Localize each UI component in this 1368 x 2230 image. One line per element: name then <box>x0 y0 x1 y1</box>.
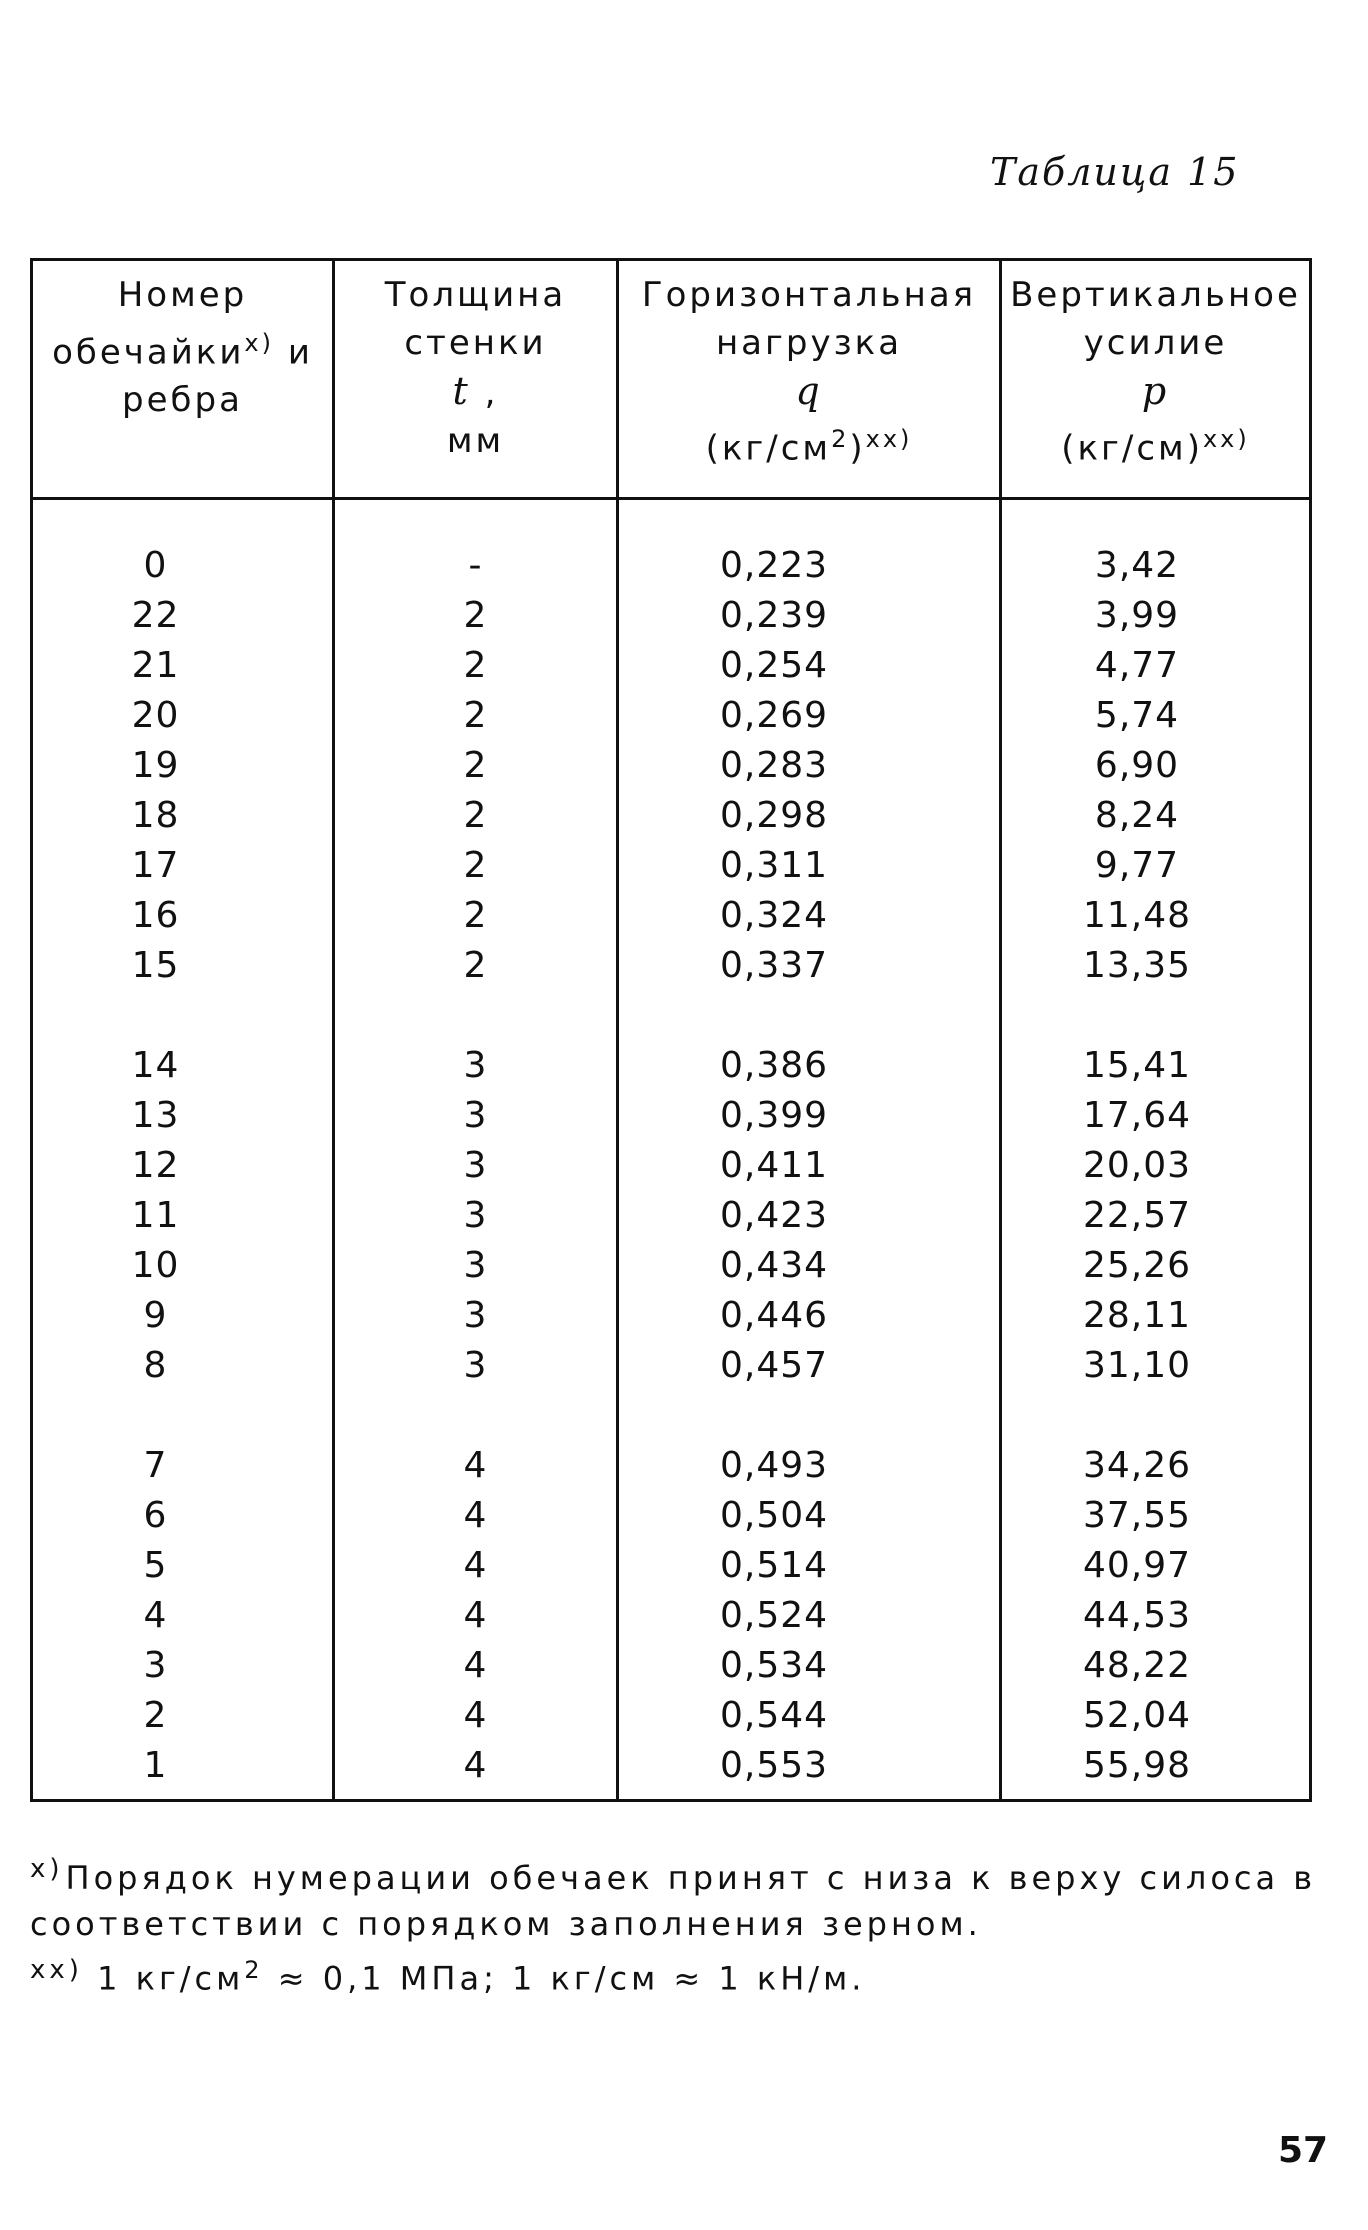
header-thickness-line3 <box>335 367 616 417</box>
group-spacer <box>33 991 278 1041</box>
cell-vertical-force: 22,57 <box>1082 1195 1192 1236</box>
cell-horizontal-load: 0,269 <box>719 695 829 736</box>
cell-vertical-force: 44,53 <box>1082 1595 1192 1636</box>
cell-horizontal-load: 0,446 <box>719 1295 829 1336</box>
cell-vertical-force: 25,26 <box>1082 1245 1192 1286</box>
cell-vertical-force: 3,99 <box>1094 595 1180 636</box>
cell-thickness: 3 <box>463 1145 488 1186</box>
footnotes <box>30 1846 1320 2001</box>
header-number <box>33 261 332 507</box>
footnote-2-text: 1 кг/см <box>97 1959 245 1998</box>
cell-horizontal-load: 0,283 <box>719 745 829 786</box>
cell-vertical-force: 9,77 <box>1094 845 1180 886</box>
cell-number: 11 <box>131 1195 180 1236</box>
cell-horizontal-load: 0,423 <box>719 1195 829 1236</box>
cell-vertical-force: 11,48 <box>1082 895 1192 936</box>
header-thickness-line2: стенки <box>404 323 547 363</box>
header-hload-line1: Горизонтальная <box>641 275 977 315</box>
column-number <box>33 541 278 1791</box>
group-spacer <box>1002 1391 1272 1441</box>
header-thickness-comma: , <box>484 373 499 413</box>
cell-thickness: 2 <box>463 945 488 986</box>
cell-horizontal-load: 0,311 <box>719 845 829 886</box>
header-number-and: и <box>287 332 313 373</box>
cell-horizontal-load: 0,411 <box>719 1145 829 1186</box>
symbol-t: t <box>452 369 471 413</box>
page-number: 57 <box>1278 2130 1329 2171</box>
cell-vertical-force: 20,03 <box>1082 1145 1192 1186</box>
cell-horizontal-load: 0,524 <box>719 1595 829 1636</box>
cell-vertical-force: 55,98 <box>1082 1745 1192 1786</box>
header-vforce-unit <box>1002 415 1309 472</box>
cell-number: 20 <box>131 695 180 736</box>
unit-close: ) <box>849 428 866 469</box>
column-vertical-force <box>1002 541 1272 1791</box>
cell-thickness: 4 <box>463 1445 488 1486</box>
cell-horizontal-load: 0,534 <box>719 1645 829 1686</box>
cell-horizontal-load: 0,223 <box>719 545 829 586</box>
header-vforce-line2: усилие <box>1083 323 1228 363</box>
column-horizontal-load <box>619 541 929 1791</box>
cell-number: 7 <box>143 1445 168 1486</box>
cell-horizontal-load: 0,434 <box>719 1245 829 1286</box>
unit-exponent: 2 <box>831 425 850 453</box>
cell-vertical-force: 31,10 <box>1082 1345 1192 1386</box>
unit-text: (кг/см <box>705 428 832 469</box>
cell-thickness: 4 <box>463 1495 488 1536</box>
cell-thickness: 3 <box>463 1295 488 1336</box>
cell-number: 9 <box>143 1295 168 1336</box>
footnote-2 <box>30 1947 1320 2002</box>
header-horizontal-load <box>619 261 999 507</box>
cell-horizontal-load: 0,544 <box>719 1695 829 1736</box>
cell-vertical-force: 13,35 <box>1082 945 1192 986</box>
cell-vertical-force: 15,41 <box>1082 1045 1192 1086</box>
group-spacer <box>335 991 616 1041</box>
cell-thickness: 4 <box>463 1645 488 1686</box>
footnote-2-text-rest: ≈ 0,1 МПа; 1 кг/см ≈ 1 кН/м. <box>263 1959 866 1998</box>
header-thickness-line1: Толщина <box>384 275 567 315</box>
cell-horizontal-load: 0,254 <box>719 645 829 686</box>
header-number-line3: ребра <box>122 380 243 421</box>
header-thickness <box>335 261 616 507</box>
table-caption: Таблица 15 <box>990 150 1240 194</box>
cell-number: 16 <box>131 895 180 936</box>
header-number-word: обечайки <box>52 332 245 373</box>
cell-number: 10 <box>131 1245 180 1286</box>
cell-thickness: 2 <box>463 745 488 786</box>
group-spacer <box>33 1391 278 1441</box>
footnote-2-exponent: 2 <box>244 1955 264 1984</box>
header-vforce-line1: Вертикальное <box>1010 275 1301 315</box>
footnote-2-mark: xx) <box>30 1954 83 1985</box>
cell-number: 22 <box>131 595 180 636</box>
header-number-line1: Номер <box>117 275 248 315</box>
unit-text: (кг/см) <box>1061 428 1203 469</box>
cell-horizontal-load: 0,493 <box>719 1445 829 1486</box>
cell-number: 1 <box>143 1745 168 1786</box>
cell-number: 3 <box>143 1645 168 1686</box>
cell-number: 6 <box>143 1495 168 1536</box>
cell-horizontal-load: 0,457 <box>719 1345 829 1386</box>
header-hload-line2: нагрузка <box>715 323 903 363</box>
cell-number: 8 <box>143 1345 168 1386</box>
header-hload-unit <box>619 415 999 472</box>
cell-thickness: 4 <box>463 1745 488 1786</box>
cell-vertical-force: 5,74 <box>1094 695 1180 736</box>
cell-thickness: 4 <box>463 1545 488 1586</box>
cell-vertical-force: 40,97 <box>1082 1545 1192 1586</box>
cell-thickness: 2 <box>463 795 488 836</box>
cell-vertical-force: 8,24 <box>1094 795 1180 836</box>
cell-thickness: 3 <box>463 1345 488 1386</box>
cell-number: 2 <box>143 1695 168 1736</box>
cell-number: 12 <box>131 1145 180 1186</box>
cell-thickness: 2 <box>463 845 488 886</box>
cell-vertical-force: 34,26 <box>1082 1445 1192 1486</box>
cell-thickness: 2 <box>463 895 488 936</box>
cell-number: 0 <box>143 545 168 586</box>
cell-horizontal-load: 0,324 <box>719 895 829 936</box>
symbol-p: p <box>1141 369 1170 413</box>
cell-thickness: 3 <box>463 1195 488 1236</box>
cell-horizontal-load: 0,337 <box>719 945 829 986</box>
cell-horizontal-load: 0,298 <box>719 795 829 836</box>
cell-number: 13 <box>131 1095 180 1136</box>
group-spacer <box>335 1391 616 1441</box>
cell-number: 21 <box>131 645 180 686</box>
cell-thickness: 3 <box>463 1245 488 1286</box>
data-table <box>30 258 1312 1802</box>
header-number-line2 <box>33 319 332 376</box>
cell-vertical-force: 6,90 <box>1094 745 1180 786</box>
cell-horizontal-load: 0,399 <box>719 1095 829 1136</box>
cell-vertical-force: 28,11 <box>1082 1295 1192 1336</box>
cell-horizontal-load: 0,504 <box>719 1495 829 1536</box>
cell-vertical-force: 37,55 <box>1082 1495 1192 1536</box>
cell-thickness: 2 <box>463 595 488 636</box>
header-thickness-unit: мм <box>446 421 505 461</box>
group-spacer <box>619 991 929 1041</box>
footnote-ref-xx: xx) <box>865 425 913 453</box>
cell-vertical-force: 48,22 <box>1082 1645 1192 1686</box>
cell-thickness: - <box>468 545 483 586</box>
cell-thickness: 3 <box>463 1095 488 1136</box>
symbol-q: q <box>795 369 823 413</box>
cell-vertical-force: 52,04 <box>1082 1695 1192 1736</box>
cell-thickness: 2 <box>463 695 488 736</box>
column-thickness <box>335 541 616 1791</box>
cell-vertical-force: 3,42 <box>1094 545 1180 586</box>
cell-number: 5 <box>143 1545 168 1586</box>
footnote-ref-x: x) <box>244 329 274 357</box>
cell-thickness: 2 <box>463 645 488 686</box>
footnote-1-mark: x) <box>30 1854 64 1884</box>
cell-horizontal-load: 0,514 <box>719 1545 829 1586</box>
cell-horizontal-load: 0,386 <box>719 1045 829 1086</box>
cell-number: 19 <box>131 745 180 786</box>
footnote-ref-xx: xx) <box>1202 425 1250 453</box>
group-spacer <box>1002 991 1272 1041</box>
group-spacer <box>619 1391 929 1441</box>
header-vertical-force <box>1002 261 1309 507</box>
cell-number: 15 <box>131 945 180 986</box>
footnote-1 <box>30 1846 1320 1947</box>
footnote-1-text: Порядок нумерации обечаек принят с низа к верху силоса в соответствии с порядком заполнения зерном. <box>30 1858 1317 1943</box>
cell-number: 14 <box>131 1045 180 1086</box>
cell-vertical-force: 4,77 <box>1094 645 1180 686</box>
cell-vertical-force: 17,64 <box>1082 1095 1192 1136</box>
cell-thickness: 4 <box>463 1695 488 1736</box>
cell-number: 17 <box>131 845 180 886</box>
cell-thickness: 3 <box>463 1045 488 1086</box>
cell-horizontal-load: 0,553 <box>719 1745 829 1786</box>
cell-number: 4 <box>143 1595 168 1636</box>
cell-thickness: 4 <box>463 1595 488 1636</box>
cell-horizontal-load: 0,239 <box>719 595 829 636</box>
cell-number: 18 <box>131 795 180 836</box>
